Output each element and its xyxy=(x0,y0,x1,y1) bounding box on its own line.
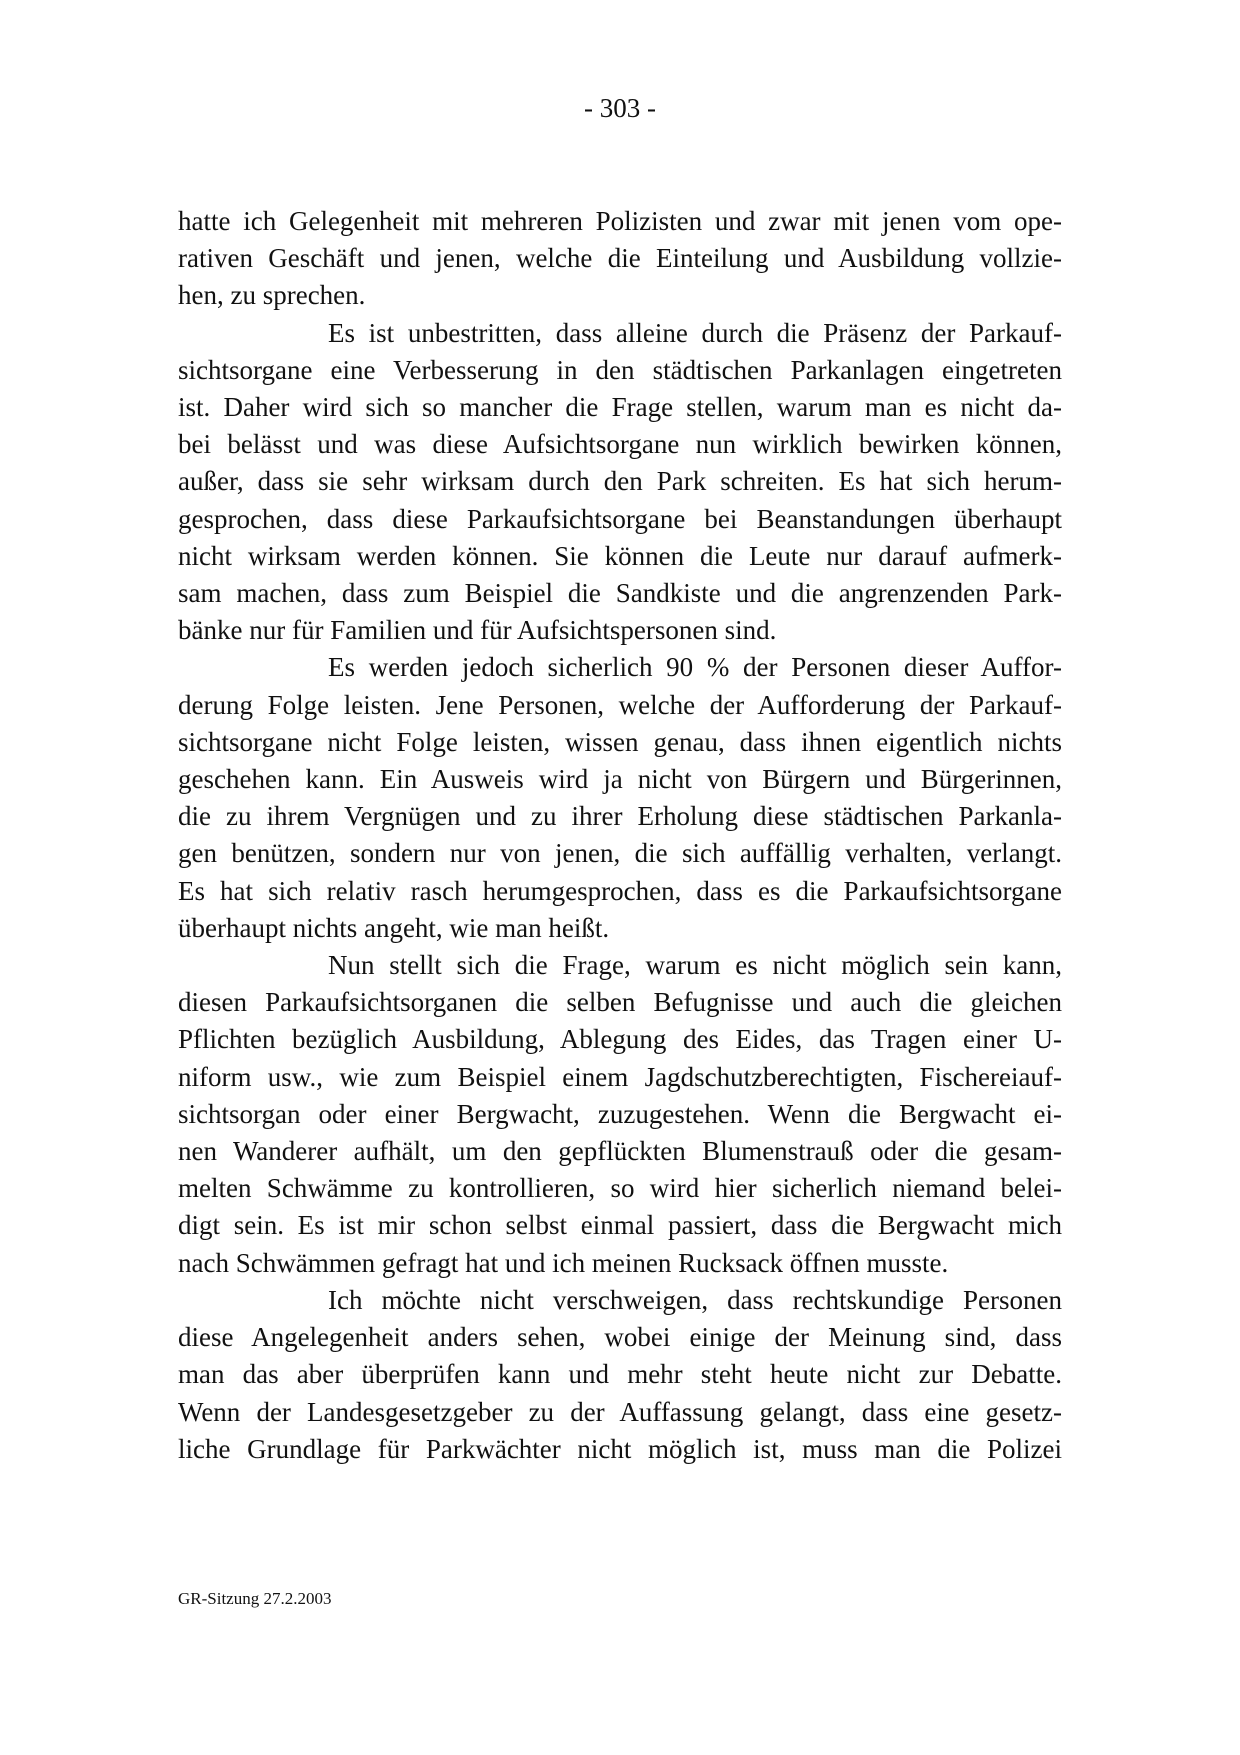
text-line: derung Folge leisten. Jene Personen, welche der Aufforderung der Parkauf- xyxy=(178,689,1062,720)
text-line: Wenn der Landesgesetzgeber zu der Auffassung gelangt, dass eine gesetz- xyxy=(178,1396,1062,1427)
text-line: bei belässt und was diese Aufsichtsorgane nun wirklich bewirken können, xyxy=(178,429,1062,460)
text-line: melten Schwämme zu kontrollieren, so wird hier sicherlich niemand belei- xyxy=(178,1173,1062,1204)
text-line: gesprochen, dass diese Parkaufsichtsorgane bei Beanstandungen überhaupt xyxy=(178,503,1062,534)
page-number: - 303 - xyxy=(584,93,656,123)
document-body xyxy=(178,203,1062,1468)
text-line: nen Wanderer aufhält, um den gepflückten Blumenstrauß oder die gesam- xyxy=(178,1136,1062,1167)
paragraph-1 xyxy=(178,203,1062,315)
text-line: die zu ihrem Vergnügen und zu ihrer Erholung diese städtischen Parkanla- xyxy=(178,801,1062,832)
text-line: man das aber überprüfen kann und mehr steht heute nicht zur Debatte. xyxy=(178,1359,1062,1390)
text-line: digt sein. Es ist mir schon selbst einmal passiert, dass die Bergwacht mich xyxy=(178,1210,1062,1241)
text-line: rativen Geschäft und jenen, welche die Einteilung und Ausbildung vollzie- xyxy=(178,243,1062,274)
text-line: gen benützen, sondern nur von jenen, die sich auffällig verhalten, verlangt. xyxy=(178,838,1062,869)
text-line: außer, dass sie sehr wirksam durch den Park schreiten. Es hat sich herum- xyxy=(178,466,1062,497)
text-line: geschehen kann. Ein Ausweis wird ja nicht von Bürgern und Bürgerinnen, xyxy=(178,764,1062,795)
text-line: niform usw., wie zum Beispiel einem Jagdschutzberechtigten, Fischereiauf- xyxy=(178,1061,1062,1092)
text-line: Es ist unbestritten, dass alleine durch die Präsenz der Parkauf- xyxy=(328,317,1062,348)
paragraph-5 xyxy=(178,1282,1062,1468)
text-line: ist. Daher wird sich so mancher die Frage stellen, warum man es nicht da- xyxy=(178,392,1062,423)
text-line: Es werden jedoch sicherlich 90 % der Personen dieser Auffor- xyxy=(328,652,1062,683)
text-line: sam machen, dass zum Beispiel die Sandkiste und die angrenzenden Park- xyxy=(178,578,1062,609)
paragraph-3 xyxy=(178,649,1062,947)
text-line: sichtsorgan oder einer Bergwacht, zuzugestehen. Wenn die Bergwacht ei- xyxy=(178,1098,1062,1129)
text-line: Nun stellt sich die Frage, warum es nicht möglich sein kann, xyxy=(328,950,1062,981)
text-line: Pflichten bezüglich Ausbildung, Ablegung des Eides, das Tragen einer U- xyxy=(178,1024,1062,1055)
paragraph-2 xyxy=(178,315,1062,650)
text-line: überhaupt nichts angeht, wie man heißt. xyxy=(178,912,610,943)
text-line: diesen Parkaufsichtsorganen die selben Befugnisse und auch die gleichen xyxy=(178,987,1062,1018)
text-line: nach Schwämmen gefragt hat und ich meinen Rucksack öffnen musste. xyxy=(178,1247,949,1278)
text-line: sichtsorgane eine Verbesserung in den städtischen Parkanlagen eingetreten xyxy=(178,354,1062,385)
text-line: diese Angelegenheit anders sehen, wobei einige der Meinung sind, dass xyxy=(178,1322,1062,1353)
text-line: Ich möchte nicht verschweigen, dass rechtskundige Personen xyxy=(328,1284,1062,1315)
text-line: sichtsorgane nicht Folge leisten, wissen genau, dass ihnen eigentlich nichts xyxy=(178,726,1062,757)
text-line: nicht wirksam werden können. Sie können die Leute nur darauf aufmerk- xyxy=(178,540,1062,571)
paragraph-4 xyxy=(178,947,1062,1282)
text-line: hatte ich Gelegenheit mit mehreren Polizisten und zwar mit jenen vom ope- xyxy=(178,206,1062,236)
text-line: Es hat sich relativ rasch herumgesprochen, dass es die Parkaufsichtsorgane xyxy=(178,875,1062,906)
text-line: hen, zu sprechen. xyxy=(178,280,366,311)
footer-session-date: GR-Sitzung 27.2.2003 xyxy=(178,1589,332,1608)
text-line: bänke nur für Familien und für Aufsichtspersonen sind. xyxy=(178,615,777,646)
text-line: liche Grundlage für Parkwächter nicht möglich ist, muss man die Polizei xyxy=(178,1433,1062,1464)
